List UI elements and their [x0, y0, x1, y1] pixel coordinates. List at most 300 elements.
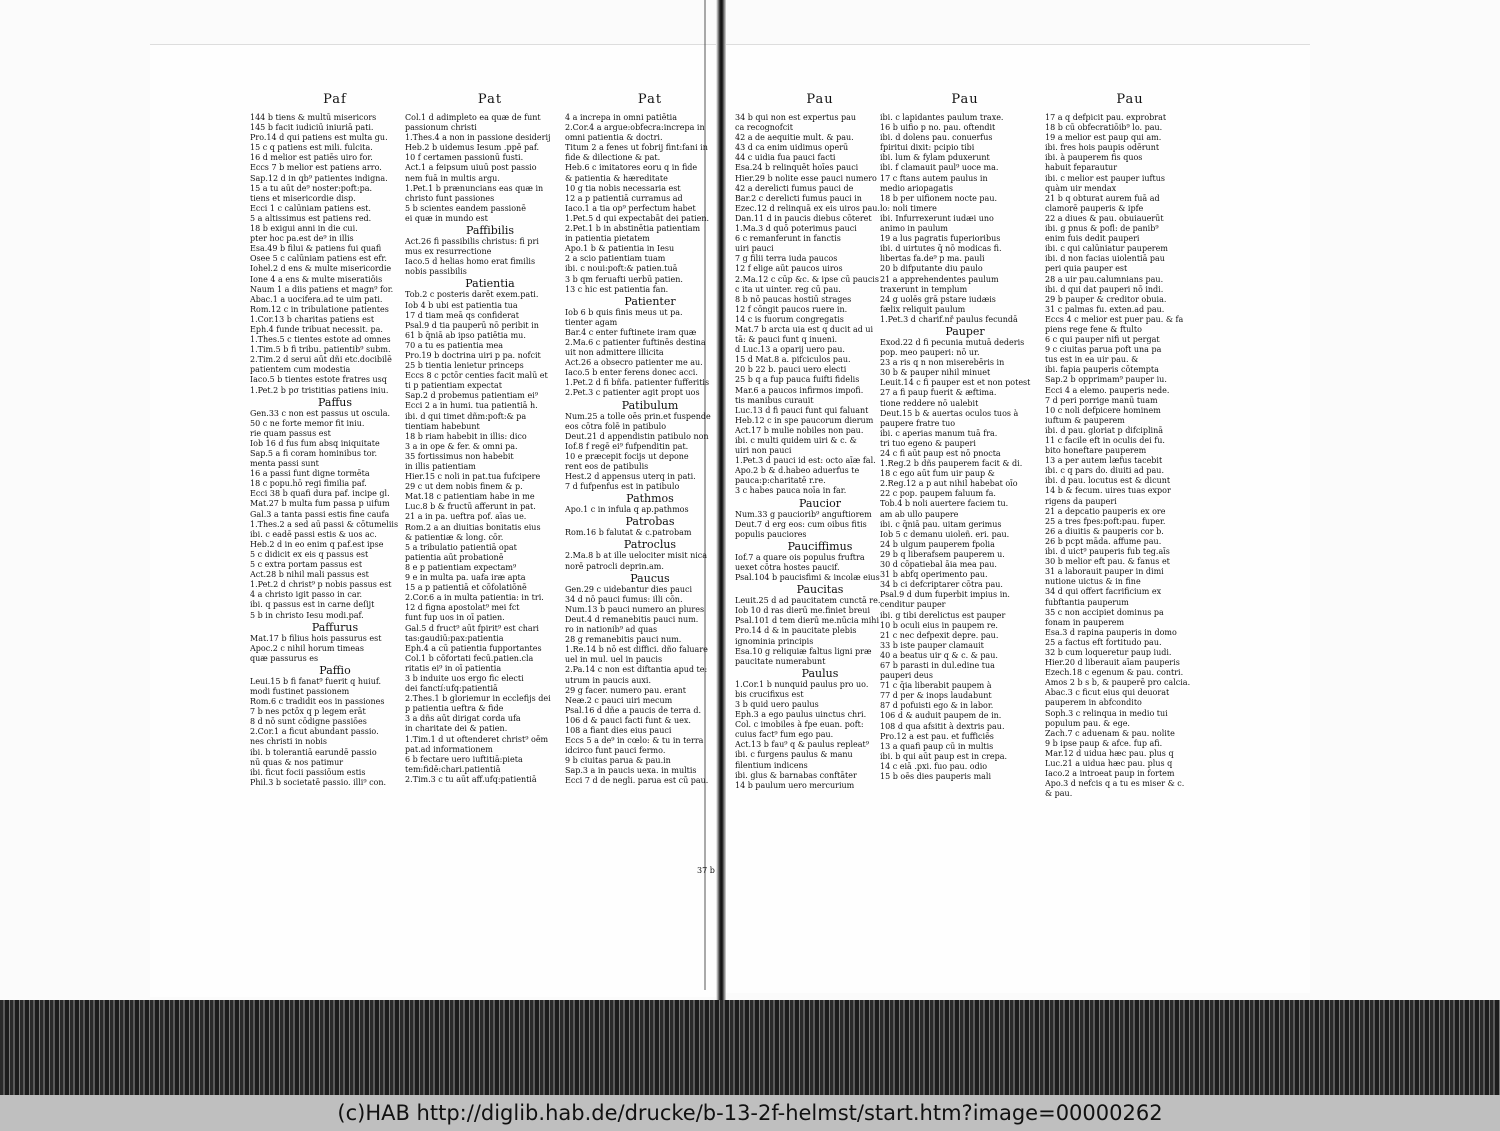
concordance-line: tus est in ea uir pau. & [1045, 355, 1139, 365]
concordance-line: piens rege fene & ftulto [1045, 324, 1142, 334]
column-running-head: Paf [323, 92, 347, 107]
entry-headword: Patientia [465, 277, 515, 291]
concordance-line: Iob 10 d ras dierū me.finiet breui [735, 606, 870, 616]
entry-headword: Paffibilis [465, 224, 515, 238]
concordance-line: pauperi deus [880, 671, 933, 681]
concordance-line: 8 e p patientiam expectam⁹ [405, 562, 517, 572]
concordance-line: 6 b fectare uero iuftitiā:pieta [405, 754, 523, 764]
concordance-line: 4 a increpa in omni patiētia [565, 113, 677, 122]
concordance-line: 19 a lus pagratis fuperioribus [880, 234, 1001, 244]
concordance-line: ti p patientiam expectat [405, 381, 502, 391]
concordance-line: bito honeftare pauperem [1045, 446, 1147, 456]
concordance-line: 44 c uidia fua pauci facti [735, 153, 836, 163]
concordance-line: 2.Pet.3 c patienter agit propt uos [565, 388, 700, 398]
concordance-line: ibi. c q̄niā pau. uitam gerimus [880, 519, 1002, 529]
concordance-line: pauperem in abfcondito [1045, 698, 1142, 708]
concordance-line: Gal.5 d fruct⁹ aūt fpirit⁹ est chari [405, 623, 539, 633]
concordance-line: 17 c ftans autem paulus in [880, 173, 988, 183]
concordance-line: 25 b tientia lenietur princeps [405, 361, 524, 371]
concordance-line: 30 d cōpatiebal āia mea pau. [880, 560, 997, 570]
entry-headword: Patibulum [621, 398, 679, 412]
concordance-line: Pro.12 a est pau. et fufficiēs [880, 731, 994, 741]
concordance-line: pter hoc pa.est de⁹ in illis [250, 234, 354, 244]
concordance-line: 10 e præcepit focijs ut depone [565, 451, 689, 461]
concordance-line: 144 b tiens & multū misericors [250, 113, 377, 122]
concordance-line: 71 c q̄ia liberabit paupem à [880, 681, 992, 691]
concordance-line: 24 g uolēs grā pstare iudæis [880, 294, 996, 304]
concordance-line: 108 a fiant dies eius pauci [565, 725, 672, 735]
concordance-line: Tob.4 b noli auertere faciem tu. [880, 499, 1009, 509]
concordance-line: Eccs 7 b melior est patiens arro. [250, 163, 382, 173]
concordance-line: ibi. d uict⁹ pauperis fub teg.aīs [1045, 547, 1170, 557]
concordance-line: fpiritui dixit: pcipio tibi [880, 143, 975, 153]
concordance-line: ibi. b tolerantiā earundē passio [250, 747, 377, 757]
concordance-line: 29 g facer. numero pau. erant [565, 685, 686, 695]
concordance-line: in charitate dei & patien. [405, 724, 508, 734]
concordance-line: Iaco.5 d helias homo erat fimilis [405, 257, 536, 267]
concordance-line: enim fuis dedit pauperi [1045, 234, 1140, 244]
concordance-line: Exod.22 d fi pecunia mutuā dederis [880, 337, 1025, 347]
concordance-line: 70 a tu es patientia mea [405, 340, 504, 350]
concordance-line: 2.Tim.2 d serui aūt dñi etc.docibilē [250, 355, 392, 365]
concordance-line: 9 b ipse paup & afce. fup afi. [1045, 738, 1163, 748]
concordance-line: animo in paulum [880, 224, 949, 234]
concordance-line: 24 b ulgum pauperem fpolia [880, 539, 995, 549]
concordance-line: 14 b paulum uero mercurium [735, 780, 855, 790]
concordance-line: Gen.29 c uidebantur dies pauci [565, 584, 693, 594]
concordance-line: 7 d fufpenfus est in patibulo [565, 482, 680, 492]
concordance-line: modi fustinet passionem [250, 686, 350, 696]
concordance-line: 25 b q a fup pauca fuifti fidelis [735, 375, 860, 385]
concordance-line: 15 d Mat.8 a. pifciculos pau. [735, 355, 851, 365]
concordance-line: patientem cum modestia [250, 365, 351, 375]
concordance-line: 28 g remanebitis pauci num. [565, 635, 682, 645]
concordance-line: 2.Reg.12 a p aut nihil habebat oīo [880, 479, 1018, 489]
concordance-line: in patientia pietatem [565, 234, 650, 244]
concordance-line: ibi. glus & barnabas conftāter [735, 770, 857, 780]
concordance-line: filentium indicens [735, 760, 808, 770]
concordance-line: ibi. d uirtutes q̄ nō modicas fi. [880, 244, 1002, 254]
concordance-line: 31 a laborauit pauper in dimi [1045, 567, 1164, 577]
concordance-line: 14 c eiā .pxi. fuo pau. odio [880, 761, 988, 771]
concordance-line: Col.1 b cōfortati fecū.patien.cla [405, 653, 534, 663]
concordance-line: mus ex resurrectione [405, 247, 492, 257]
concordance-line: 14 c is fuorum congregatis [735, 314, 844, 324]
concordance-line: ibi. d pau. locutus est & dicunt [1045, 476, 1171, 486]
concordance-line: 31 b abfq operimento pau. [880, 570, 988, 580]
concordance-line: Hier.29 b nolite esse pauci numero [735, 173, 877, 183]
concordance-line: 30 b & pauper nihil minuet [880, 368, 991, 378]
concordance-line: norē patrocli deprin.am. [565, 561, 664, 571]
concordance-line: Naum 1 a diis patiens et magn⁹ for. [250, 284, 394, 294]
concordance-line: ibi. c melior est pauper iuftus [1045, 173, 1165, 183]
concordance-line: Mat.17 b filius hois passurus est [250, 633, 382, 643]
concordance-line: Apoc.2 c nihil horum timeas [250, 643, 364, 653]
concordance-line: 6 c remanferunt in fanctis [735, 234, 841, 244]
concordance-line: 1.Pet.1 b prænuncians eas quæ in [405, 183, 544, 193]
concordance-line: 1.Pet.2 d fi bñfa. patienter fufferitis [565, 378, 710, 388]
concordance-line: 34 d nō pauci fumus: illi cōn. [565, 594, 683, 604]
concordance-line: eos cōtra folē in patibulo [565, 421, 667, 431]
attribution-footer [0, 1095, 1500, 1131]
concordance-line: 5 b in christo Iesu modi.paf. [250, 610, 364, 620]
concordance-line: 33 b iste pauper clamauit [880, 640, 984, 650]
concordance-line: 67 b parasti in dul.edine tua [880, 660, 995, 670]
concordance-line: fubftantia pauperum [1045, 597, 1129, 607]
concordance-line: ibi. c noui:poft:& patien.tuā [565, 264, 678, 274]
concordance-line: pauca:p:charitatē r.re. [735, 476, 826, 486]
concordance-line: 10 b oculi eius in paupem re. [880, 620, 998, 630]
concordance-line: 18 b riam habebit in illis: dico [405, 431, 527, 441]
concordance-line: 15 b oēs dies pauperis mali [880, 772, 992, 781]
concordance-line: Iaco.5 b tientes estote fratres usq [250, 375, 387, 385]
concordance-line: tiens et misericordie disp. [250, 193, 356, 203]
concordance-line: Pro.14 d & in paucitate plebis [735, 626, 857, 636]
concordance-line: 22 c pop. paupem faluum fa. [880, 489, 996, 499]
concordance-line: 3 c habes pauca noīa in far. [735, 486, 847, 496]
concordance-line: 12 a p patientiā curramus ad [565, 193, 683, 203]
concordance-line: 5 c extra portam passus est [250, 560, 363, 570]
concordance-line: 1.Ma.3 d quō poterimus pauci [735, 224, 857, 234]
concordance-line: 5 b scientes eandem passionē [405, 203, 526, 213]
concordance-line: am ab ullo paupere [880, 509, 959, 519]
concordance-line: 87 d pofuisti ego & in labor. [880, 701, 994, 711]
concordance-line: christo funt passiones [405, 193, 495, 203]
column-running-head: Pau [1116, 92, 1144, 107]
concordance-line: 13 a quafi paup cū in multis [880, 741, 994, 751]
concordance-line: Esa.10 g reliquiæ faltus ligni præ [735, 646, 872, 656]
concordance-line: 12 f elige aūt paucos uiros [735, 264, 843, 274]
concordance-line: fide & dilectione & pat. [565, 153, 661, 163]
concordance-line: ibi. c lapidantes paulum traxe. [880, 113, 1004, 122]
concordance-line: tis manibus curauit [735, 395, 814, 405]
concordance-line: lo: noli timere [880, 203, 937, 213]
concordance-line: Mar.12 d uidua hæc pau. plus q [1045, 748, 1174, 758]
concordance-line: libertas fa.de⁹ p ma. pauli [880, 254, 985, 264]
concordance-line: quàm uir mendax [1045, 183, 1117, 193]
concordance-line: 34 b ci defcriptarer cōtra pau. [880, 580, 1003, 590]
concordance-line: Zach.7 c aduenam & pau. nolite [1045, 728, 1175, 738]
concordance-line: 16 d melior est patiēs uiro for. [250, 153, 373, 163]
concordance-line: Act.26 fi passibilis christus: fi pri [405, 237, 539, 247]
concordance-line: utrum in paucis auxi. [565, 675, 651, 685]
concordance-line: Psal.16 d dñe a paucis de terra d. [565, 705, 702, 715]
concordance-line: 7 g filii terra iuda paucos [735, 254, 838, 264]
concordance-line: tientiam habebunt [405, 421, 480, 431]
column-running-head: Pat [637, 92, 663, 107]
concordance-line: uexet cōtra hostes paucif. [735, 562, 840, 572]
concordance-line: 1.Thes.2 a sed aū passi & cōtumeliis [250, 519, 399, 529]
concordance-line: pat.ad informationem [405, 744, 493, 754]
concordance-line: 16 b uifio p no. pau. oftendit [880, 123, 996, 133]
column-6 [1045, 92, 1215, 799]
concordance-line: iuftum & pauperem [1045, 415, 1125, 425]
concordance-line: 2.Ma.12 c cūp &c. & ipse cū paucis [735, 274, 879, 284]
concordance-line: uel in mul. uel in paucis [565, 655, 663, 665]
concordance-line: Leui.15 b fi fanat⁹ fuerit q huiuf. [250, 676, 382, 686]
concordance-line: Bar.2 c derelicti fumus pauci in [735, 193, 862, 203]
concordance-line: nobis passibilis [405, 267, 467, 277]
entry-headword: Paucior [798, 496, 842, 510]
concordance-line: Leuit.25 d ad paucitatem cunctā re. [735, 596, 881, 606]
concordance-line: 12 d figna apostolat⁹ mei fct [405, 603, 520, 613]
concordance-line: Amos 2 b s b, & pauperē pro calcia. [1045, 678, 1191, 688]
concordance-line: 77 d per & inops laudabunt [880, 691, 992, 701]
concordance-line: 42 a de aequitie mult. & pau. [735, 133, 854, 143]
concordance-line: Ecci 4 a elemo. pauperis nede. [1045, 385, 1170, 395]
concordance-line: & patientiæ & long. cōr. [405, 532, 504, 542]
entry-headword: Paucitas [796, 583, 844, 597]
concordance-line: Col.1 d adimpleto ea quæ de funt [405, 113, 541, 122]
concordance-line: 106 d & pauci facti funt & uex. [565, 715, 691, 725]
concordance-line: Rom.12 c in tribulatione patientes [250, 304, 389, 314]
concordance-line: ibi. c qui calūniatur pauperem [1045, 244, 1168, 254]
concordance-line: 1.Pet.2 b pσ tristitias patiens iniu. [250, 385, 389, 395]
concordance-line: 19 a melior est paup qui am. [1045, 133, 1162, 143]
concordance-line: 7 b nes pctōx q p legem erāt [250, 707, 366, 717]
concordance-line: c ita ut uinter. reg cū pau. [735, 284, 841, 294]
concordance-line: ibi. fres hois paupis odērunt [1045, 143, 1160, 153]
concordance-line: 32 b cum loqueretur paup iudi. [1045, 647, 1172, 657]
concordance-line: 10 f certamen passionū fusti. [405, 153, 524, 163]
entry-headword: Paffurus [311, 620, 359, 634]
concordance-line: medio ariopagatis [880, 183, 953, 193]
concordance-line: 108 d qua afsitit à dextris pau. [880, 721, 1005, 731]
concordance-line: 20 b 22 b. pauci uero electi [735, 365, 847, 375]
concordance-line: traxerunt in templum [880, 284, 968, 294]
concordance-line: Hier.15 c noli in pat.tua fufcipere [405, 472, 541, 482]
concordance-line: 29 b pauper & creditor obuia. [1045, 294, 1167, 304]
concordance-line: 13 a per autem læfus tacebit [1045, 456, 1163, 466]
concordance-line: Apo.1 c in infula q ap.pathmos [565, 505, 689, 515]
concordance-line: 1.Reg.2 b dñs pauperem facit & di. [880, 459, 1023, 469]
concordance-line: 30 b melior eft pau. & fanus et [1045, 557, 1170, 567]
concordance-line: 18 b exigui anni in die cui. [250, 224, 358, 234]
concordance-line: Apo.1 b & patientia in Iesu [565, 244, 675, 254]
concordance-line: Mat.7 b arcta uia est q ducit ad ui [735, 324, 874, 334]
concordance-line: 18 c ego aūt fum uir paup & [880, 469, 995, 479]
concordance-line: 34 d qui offert facrificium ex [1045, 587, 1162, 597]
concordance-line: rent eos de patibulis [565, 462, 649, 471]
concordance-line: 9 b ciuitas parua & pau.in [565, 756, 671, 766]
concordance-line: 2.Ma.8 b at ille uelociter misit nica [565, 551, 708, 561]
concordance-line: nū quas & nos patimur [250, 757, 344, 767]
concordance-line: Luc.21 a uidua hæc pau. plus q [1045, 759, 1173, 768]
column-1 [250, 92, 420, 788]
concordance-line: 1.Tim.5 b fi tribu. patientib⁹ subm. [250, 345, 391, 355]
concordance-line: dei fanctí:ufq:patientiā [405, 684, 498, 694]
concordance-line: Ione 4 a ens & multe miseratiōis [250, 274, 383, 284]
concordance-line: 1.Cor.13 b charitas patiens est [250, 314, 375, 324]
concordance-line: 1.Pet.3 d pauci id est: octo aīæ fal. [735, 456, 876, 466]
concordance-line: Ezec.12 d relinquā ex eis uiros pau. [735, 203, 880, 213]
concordance-line: Ecci 1 c calūniam patiens est. [250, 203, 371, 213]
entry-headword: Paffus [317, 395, 352, 409]
concordance-line: Iaco.5 b enter ferens donec acci. [565, 368, 698, 378]
concordance-line: 15 a p patientiā et cōfolatiōnē [405, 583, 527, 593]
concordance-line: Iob 16 d fus fum absq iniquitate [250, 438, 380, 448]
concordance-line: peri quia pauper est [1045, 264, 1128, 274]
concordance-line: 42 a derelicti fumus pauci de [735, 183, 854, 193]
concordance-line: Mat.18 c patientiam habe in me [405, 492, 535, 502]
concordance-line: Heb.6 c imitatores eoru q in fide [565, 163, 698, 173]
concordance-line: uiri pauci [735, 244, 774, 254]
concordance-line: 4 a christo igit passo in car. [250, 590, 363, 600]
concordance-line: Eph.4 funde tribuat necessit. pa. [250, 324, 383, 334]
concordance-line: Rom.16 b falutat & c.patrobam [565, 528, 692, 538]
concordance-line: clamorē pauperis & ipfe [1045, 203, 1144, 213]
concordance-line: ibi. à pauperem fis quos [1045, 153, 1143, 163]
concordance-line: 2.Pet.1 b in abstinētia patientiam [565, 224, 701, 234]
column-running-head: Pau [951, 92, 979, 107]
concordance-line: Gal.3 a tanta passi estis fine caufa [250, 509, 390, 519]
concordance-line: Titum 2 a fenes ut fobrij fint:fani in [565, 143, 708, 153]
concordance-line: 22 a diues & pau. obuiauerūt [1045, 213, 1164, 223]
concordance-line: 26 a diuitis & pauperis cor b. [1045, 526, 1164, 536]
column-3 [565, 92, 735, 787]
concordance-line: Iohel.2 d ens & multe misericordie [250, 264, 392, 274]
concordance-line: 15 c q patiens est mili. fulcita. [250, 143, 373, 153]
catchword: 37 b [697, 866, 715, 875]
concordance-line: Eccs 4 c melior est puer pau. & fa [1045, 314, 1184, 324]
concordance-line: tas:gaudiū:pax:patientia [405, 633, 504, 643]
concordance-line: 43 d ca enim uidimus operū [735, 143, 849, 153]
concordance-line: ritatis ei⁹ in oī patientia [405, 663, 502, 673]
concordance-line: 18 b per uifionem nocte pau. [880, 193, 998, 203]
concordance-line: 2.Cor.1 a ficut abundant passio. [250, 727, 379, 737]
concordance-line: 10 c noli defpicere hominem [1045, 405, 1161, 415]
concordance-line: Col. c imobiles à fpe euan. poft: [735, 720, 864, 730]
concordance-line: tri tuo egeno & pauperi [880, 438, 976, 448]
concordance-line: 8 b nō paucas hostiū strages [735, 294, 852, 304]
concordance-line: 10 g tia nobis necessaria est [565, 183, 681, 193]
concordance-line: 13 c hic est patientia fan. [565, 284, 669, 294]
concordance-line: Ezech.18 c egenum & pau. contri. [1045, 668, 1184, 678]
concordance-line: cenditur pauper [880, 600, 946, 610]
concordance-line: ei quæ in mundo est [405, 213, 488, 223]
concordance-line: ibi. d dolens pau. conuerfus [880, 133, 993, 143]
concordance-line: ibi. Infurrexerunt iudæi uno [880, 213, 994, 223]
concordance-line: Mat.27 b multa fum passa p uifum [250, 499, 390, 509]
concordance-line: 40 a beatus uir q & c. & pau. [880, 650, 998, 660]
concordance-line: 18 b cū obfecratiōib⁹ lo. pau. [1045, 123, 1163, 133]
concordance-line: in illis patientiam [405, 462, 476, 471]
footer-credit: (c)HAB http://diglib.hab.de/drucke/b-13-2f-helmst/start.htm?image=00000262 [337, 1101, 1163, 1125]
concordance-line: funt fup uos in oī patien. [405, 613, 505, 623]
concordance-line: Abac.1 a uocifera.ad te uim pati. [250, 294, 383, 304]
concordance-line: Act.1 a feipsum uiuū post passio [405, 163, 537, 173]
concordance-line: ibi. g tibi derelictus est pauper [880, 610, 1006, 620]
concordance-line: 61 b q̄niā ab ipso patiētia mu. [405, 330, 526, 340]
concordance-line: 11 c facile eft in oculis dei fu. [1045, 436, 1165, 445]
concordance-line: ibi. q passus est in carne deſijt [250, 600, 375, 610]
concordance-line: passionum christi [405, 123, 477, 133]
concordance-line: nes christi in nobis [250, 737, 327, 747]
concordance-line: ibi. d qui dat pauperi nō indi. [1045, 284, 1164, 294]
concordance-line: Sap.3 a in paucis uexa. in multis [565, 766, 697, 776]
column-5 [880, 92, 1050, 782]
concordance-line: 2.Thes.1 b gloriemur in ecclefijs dei [405, 694, 551, 704]
concordance-line: Abac.3 c ficut eius qui deuorat [1045, 688, 1170, 698]
concordance-line: 26 b pcpt māda. affume pau. [1045, 536, 1162, 546]
concordance-line: Esa.24 b relinquēt hoīes pauci [735, 163, 859, 173]
column-running-head: Pat [477, 92, 503, 107]
concordance-line: 29 c ut dem nobis finem & p. [405, 482, 523, 492]
concordance-line: ibi. b qui aūt paup est in crepa. [880, 751, 1008, 761]
concordance-line: ibi. c multi quidem uiri & c. & [735, 436, 857, 445]
concordance-line: 2.Cor.4 a argue:obfecra:increpa in [565, 123, 705, 133]
concordance-line: Iob 5 c demanu uioleñ. eri. pau. [880, 529, 1010, 539]
concordance-line: 20 b difputante diu paulo [880, 264, 983, 274]
concordance-line: 15 a tu aūt de⁹ noster:poft:pa. [250, 183, 373, 193]
entry-headword: Paffio [319, 663, 351, 677]
concordance-line: nutione uictus & in fine [1045, 577, 1141, 587]
concordance-line: Osee 5 c calūniam patiens est efr. [250, 254, 387, 264]
concordance-line: Num.33 g pauciorib⁹ anguftiorem [735, 509, 872, 519]
concordance-line: 17 a q defpicit pau. exprobrat [1045, 113, 1167, 122]
entry-headword: Pauper [945, 324, 985, 338]
concordance-line: Deut.4 d remanebitis pauci num. [565, 614, 699, 624]
concordance-line: quæ passurus es [250, 653, 319, 663]
concordance-line: Iof.7 a quare ois populus fruftra [735, 552, 865, 562]
concordance-line: 145 b facit iudiciū iniuriā pati. [250, 123, 374, 133]
concordance-line: 12 f cōngit paucos ruere in. [735, 304, 848, 314]
concordance-line: Tob.2 c posteris darēt exem.pati. [405, 290, 539, 300]
concordance-line: Psal.9 d dum fuperbit impius in. [880, 590, 1010, 600]
concordance-line: ibi. ficut focii passiōum estis [250, 767, 366, 777]
concordance-line: Act.13 b fau⁹ q & paulus repleat⁹ [735, 740, 869, 750]
entry-headword: Paulus [801, 666, 839, 680]
concordance-line: Luc.8 b & fructū afferunt in pat. [405, 502, 536, 512]
concordance-line: Hest.2 d appensus uterq in pati. [565, 472, 696, 482]
concordance-line: ibi. f clamauit paul⁹ uoce ma. [880, 163, 999, 173]
concordance-line: 29 b q liberafsem pauperem u. [880, 549, 1005, 559]
concordance-line: Sap.12 d in qb⁹ patientes indigna. [250, 173, 388, 183]
concordance-line: 17 d tiam meā qs confiderat [405, 310, 519, 320]
concordance-line: 21 a apprehendentes paulum [880, 274, 999, 284]
concordance-line: bis crucifixus est [735, 689, 804, 699]
concordance-line: Ecci 7 d de negli. parua est cū pau. [565, 776, 709, 786]
concordance-line: Deut.21 d appendistin patibulo non [565, 431, 709, 441]
concordance-line: Psal.104 b paucisfimi & incolæ eius [735, 573, 880, 583]
concordance-line: Sap.2 d probemus patientiam ei⁹ [405, 391, 538, 401]
concordance-line: Eccs 5 a de⁹ in cœlo: & tu in terra [565, 736, 704, 746]
concordance-line: Heb.2 b uidemus Iesum .ppē paf. [405, 143, 540, 153]
concordance-line: uit non admittere illicita [565, 348, 664, 358]
column-running-head: Pau [806, 92, 834, 107]
entry-headword: Patienter [624, 294, 676, 308]
concordance-line: Heb.12 c in spe paucorum dierum [735, 415, 874, 425]
concordance-line: Heb.2 d in eo enim q paf.est ipse [250, 539, 384, 549]
concordance-line: paupere fratre tuo [880, 418, 956, 428]
concordance-line: tione reddere nō ualebit [880, 398, 979, 408]
concordance-line: ibi. lum & fylam pduxerunt [880, 153, 990, 163]
concordance-line: Pro.19 b doctrina uiri p pa. nofcit [405, 350, 541, 360]
concordance-line: 3 b quid uero paulus [735, 699, 819, 709]
concordance-line: populis pauciores [735, 529, 807, 539]
concordance-line: Num.25 a tolle oēs prin.et fuspende [565, 411, 711, 421]
concordance-line: 28 a uir pau.calumnians pau. [1045, 274, 1164, 284]
concordance-line: Eph.4 a cū patientia fupportantes [405, 643, 542, 653]
concordance-line: 34 b qui non est expertus pau [735, 113, 857, 122]
concordance-line: Num.13 b pauci numero an plures [565, 604, 705, 614]
concordance-line: Sap.5 a fi coram hominibus tor. [250, 449, 378, 458]
concordance-line: 16 a passi funt digne tormēta [250, 469, 370, 479]
concordance-line: rigens da pauperi [1045, 496, 1117, 506]
concordance-line: 21 c nec defpexit depre. pau. [880, 630, 999, 640]
concordance-line: fælix reliquit paulum [880, 304, 966, 314]
concordance-line: Psal.9 d tia pauperū nō peribit in [405, 320, 539, 330]
